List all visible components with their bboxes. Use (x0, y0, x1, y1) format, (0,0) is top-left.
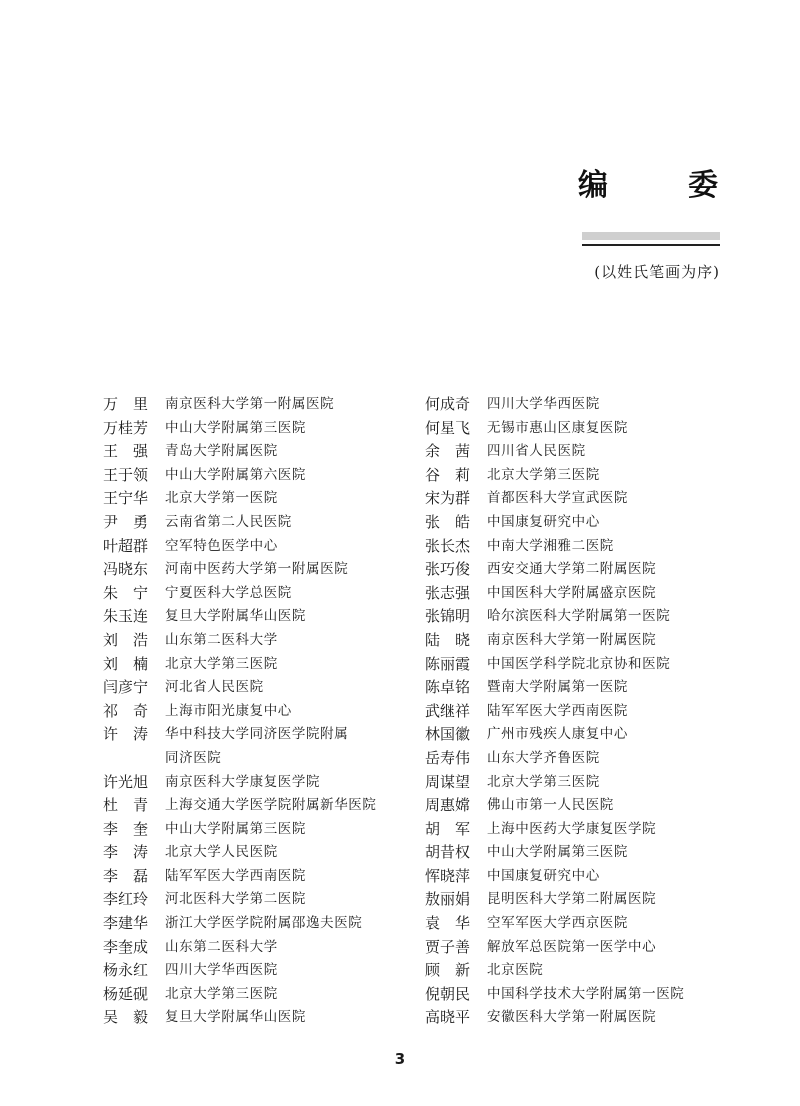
editor-affiliation (487, 629, 656, 653)
editor-entry (103, 440, 377, 464)
editor-name: 敖丽娟 (425, 890, 471, 909)
editor-entry (103, 535, 377, 559)
editor-entry (425, 676, 684, 700)
editor-name: 王于领 (103, 465, 149, 484)
editor-name: 恽晓萍 (425, 866, 471, 885)
editor-name: 刘 浩 (103, 630, 149, 649)
editor-name: 万桂芳 (103, 418, 149, 437)
editor-affiliation (165, 912, 362, 936)
editor-entry (103, 983, 377, 1007)
editor-name: 张锦明 (425, 607, 471, 626)
editor-entry (425, 771, 684, 795)
editor-affiliation (165, 487, 278, 511)
editor-name: 陆 晓 (425, 630, 471, 649)
editor-entry (425, 723, 684, 747)
editor-affiliation (487, 959, 543, 983)
editor-name: 许光旭 (103, 772, 149, 791)
editor-entry (425, 912, 684, 936)
editor-affiliation (487, 535, 614, 559)
affiliation-line: 北京大学第一医院 (165, 490, 278, 507)
editor-name: 谷 莉 (425, 465, 471, 484)
affiliation-line: 安徽医科大学第一附属医院 (487, 1009, 657, 1026)
editor-entry (103, 464, 377, 488)
editor-name: 杨延砚 (103, 984, 149, 1003)
editor-name: 何成奇 (425, 395, 471, 413)
editor-name: 陈卓铭 (425, 678, 471, 697)
editor-name: 李建华 (103, 914, 149, 933)
editor-name: 李奎成 (103, 937, 149, 956)
editor-name: 李 奎 (103, 819, 149, 838)
editor-name: 胡 军 (425, 819, 471, 838)
affiliation-line: 河北省人民医院 (165, 679, 264, 696)
affiliation-line: 陆军军医大学西南医院 (165, 867, 306, 884)
editor-name: 顾 新 (425, 961, 471, 980)
affiliation-line: 中山大学附属第三医院 (165, 820, 306, 837)
editor-name: 张长杰 (425, 536, 471, 555)
editor-entry (103, 912, 377, 936)
affiliation-line: 上海市阳光康复中心 (165, 702, 292, 719)
editor-name: 余 茜 (425, 442, 471, 461)
affiliation-line: 中国科学技术大学附属第一医院 (487, 985, 685, 1002)
editor-affiliation (487, 440, 586, 464)
affiliation-line: 华中科技大学同济医学院附属 (165, 726, 349, 743)
editor-affiliation (165, 511, 292, 535)
editor-entry (425, 794, 684, 818)
editor-entry (103, 393, 377, 417)
editor-affiliation (487, 700, 628, 724)
title-gray-bar (582, 232, 720, 240)
editor-entry (103, 653, 377, 677)
editor-entry (425, 747, 684, 771)
editor-entry (425, 582, 684, 606)
affiliation-line: 中国医学科学院北京协和医院 (487, 655, 671, 672)
editor-affiliation (165, 959, 278, 983)
editor-entry (425, 605, 684, 629)
editor-name: 李 涛 (103, 843, 149, 862)
editor-affiliation (487, 1006, 656, 1030)
editor-name: 张志强 (425, 583, 471, 602)
editor-entry (425, 865, 684, 889)
editor-list-right (425, 393, 684, 1030)
editor-name: 闫彦宁 (103, 678, 149, 697)
affiliation-line: 青岛大学附属医院 (165, 443, 278, 460)
editor-entry (103, 794, 377, 818)
editor-affiliation (487, 747, 600, 771)
editor-entry (425, 511, 684, 535)
editor-name: 朱 宁 (103, 583, 149, 602)
editor-entry (425, 393, 684, 417)
editor-entry (103, 629, 377, 653)
editor-name: 宋为群 (425, 489, 471, 508)
affiliation-line: 佛山市第一人民医院 (487, 797, 614, 814)
editor-name: 许 涛 (103, 725, 149, 744)
affiliation-line: 上海中医药大学康复医学院 (487, 820, 657, 837)
affiliation-line: 四川大学华西医院 (487, 396, 600, 412)
editor-entry (103, 417, 377, 441)
editor-entry (103, 676, 377, 700)
affiliation-line: 空军特色医学中心 (165, 537, 278, 554)
editor-affiliation (165, 417, 306, 441)
editor-entry (425, 700, 684, 724)
editor-name: 岳寿伟 (425, 748, 471, 767)
sort-order-note: (以姓氏笔画为序) (594, 263, 720, 281)
editor-name: 高晓平 (425, 1008, 471, 1027)
editor-entry (425, 487, 684, 511)
editor-name: 周谋望 (425, 772, 471, 791)
affiliation-line: 山东大学齐鲁医院 (487, 749, 600, 766)
affiliation-line: 北京大学第三医院 (165, 985, 278, 1002)
editor-name: 胡昔权 (425, 843, 471, 862)
editor-name: 武继祥 (425, 701, 471, 720)
editor-affiliation (165, 629, 278, 653)
editor-name: 李 磊 (103, 866, 149, 885)
editor-name: 李红玲 (103, 890, 149, 909)
affiliation-line: 中国医科大学附属盛京医院 (487, 584, 657, 601)
editor-affiliation (487, 912, 628, 936)
affiliation-line: 首都医科大学宣武医院 (487, 490, 628, 507)
editor-affiliation (487, 464, 600, 488)
editor-name: 张巧俊 (425, 560, 471, 579)
affiliation-line: 北京大学人民医院 (165, 844, 278, 861)
editor-affiliation (165, 605, 306, 629)
editor-entry (425, 440, 684, 464)
editor-entry (425, 983, 684, 1007)
editor-affiliation (487, 417, 628, 441)
editor-affiliation (165, 535, 278, 559)
affiliation-line: 无锡市惠山区康复医院 (487, 419, 628, 436)
editor-affiliation (165, 582, 292, 606)
editor-entry (103, 605, 377, 629)
affiliation-line: 中国康复研究中心 (487, 513, 600, 530)
affiliation-line: 西安交通大学第二附属医院 (487, 561, 657, 578)
editor-affiliation (487, 487, 628, 511)
page-number: 3 (394, 1050, 406, 1068)
affiliation-line: 四川省人民医院 (487, 443, 586, 460)
editor-name: 杜 青 (103, 796, 149, 815)
affiliation-line: 南京医科大学康复医学院 (165, 773, 321, 790)
editor-affiliation (487, 936, 656, 960)
editor-list-left (103, 393, 377, 1030)
editor-name: 叶超群 (103, 536, 149, 555)
affiliation-line: 上海交通大学医学院附属新华医院 (165, 797, 377, 814)
affiliation-line: 北京医院 (487, 962, 544, 979)
affiliation-line: 中国康复研究中心 (487, 867, 600, 884)
editor-entry (103, 1006, 377, 1030)
affiliation-line: 哈尔滨医科大学附属第一医院 (487, 608, 671, 625)
editor-affiliation (165, 676, 264, 700)
editor-name: 林国徽 (425, 725, 471, 744)
editor-entry (425, 535, 684, 559)
editor-affiliation (165, 1006, 306, 1030)
editor-affiliation (165, 888, 306, 912)
affiliation-line: 中南大学湘雅二医院 (487, 537, 614, 554)
editor-name: 王宁华 (103, 489, 149, 508)
editor-name: 祁 奇 (103, 701, 149, 720)
editor-entry (103, 487, 377, 511)
editor-entry (103, 888, 377, 912)
editor-affiliation (165, 700, 292, 724)
editor-name: 刘 楠 (103, 654, 149, 673)
editor-entry (103, 582, 377, 606)
editor-entry (103, 558, 377, 582)
editor-entry (425, 558, 684, 582)
affiliation-line: 中山大学附属第六医院 (165, 466, 306, 483)
affiliation-line: 四川大学华西医院 (165, 962, 278, 979)
affiliation-line: 北京大学第三医院 (165, 655, 278, 672)
editor-affiliation (487, 818, 656, 842)
affiliation-line: 暨南大学附属第一医院 (487, 679, 628, 696)
editor-affiliation (165, 841, 278, 865)
page-title-char-1: 编 (578, 168, 608, 203)
editor-affiliation (487, 865, 600, 889)
editor-affiliation (487, 771, 600, 795)
editor-name: 万 里 (103, 395, 149, 413)
editor-affiliation (165, 936, 278, 960)
affiliation-line: 空军军医大学西京医院 (487, 915, 628, 932)
editor-entry (425, 417, 684, 441)
editor-affiliation (487, 676, 628, 700)
affiliation-line: 河北医科大学第二医院 (165, 891, 306, 908)
editor-affiliation (487, 653, 670, 677)
editor-entry (425, 841, 684, 865)
affiliation-line: 北京大学第三医院 (487, 466, 600, 483)
editor-entry (103, 936, 377, 960)
editor-entry (103, 818, 377, 842)
editor-entry (425, 888, 684, 912)
affiliation-line: 山东第二医科大学 (165, 631, 278, 648)
affiliation-line: 云南省第二人民医院 (165, 513, 292, 530)
page-title (578, 168, 718, 204)
editor-name: 贾子善 (425, 937, 471, 956)
editor-affiliation (165, 723, 348, 770)
editor-affiliation (165, 558, 348, 582)
editor-name: 王 强 (103, 442, 149, 461)
editor-name: 倪朝民 (425, 984, 471, 1003)
editor-entry (103, 723, 377, 770)
editor-entry (425, 629, 684, 653)
editor-name: 何星飞 (425, 418, 471, 437)
affiliation-line: 陆军军医大学西南医院 (487, 702, 628, 719)
affiliation-line: 南京医科大学第一附属医院 (487, 631, 657, 648)
affiliation-line: 河南中医药大学第一附属医院 (165, 561, 349, 578)
affiliation-line: 山东第二医科大学 (165, 938, 278, 955)
editor-affiliation (487, 841, 628, 865)
editor-entry (425, 1006, 684, 1030)
editor-affiliation (487, 605, 670, 629)
affiliation-line: 复旦大学附属华山医院 (165, 608, 306, 625)
affiliation-line: 中山大学附属第三医院 (165, 419, 306, 436)
editor-entry (103, 865, 377, 889)
editor-affiliation (487, 794, 614, 818)
affiliation-line: 解放军总医院第一医学中心 (487, 938, 657, 955)
editor-entry (425, 653, 684, 677)
editor-affiliation (165, 464, 306, 488)
editor-affiliation (487, 393, 600, 417)
editor-affiliation (165, 983, 278, 1007)
editor-affiliation (487, 511, 600, 535)
editor-name: 张 皓 (425, 512, 471, 531)
editor-affiliation (487, 582, 656, 606)
editor-entry (103, 700, 377, 724)
editor-name: 冯晓东 (103, 560, 149, 579)
editor-entry (103, 841, 377, 865)
editor-entry (425, 936, 684, 960)
editor-affiliation (487, 983, 684, 1007)
editor-entry (425, 818, 684, 842)
title-rule (582, 244, 720, 246)
editor-affiliation (487, 723, 628, 747)
editor-affiliation (165, 393, 334, 417)
affiliation-line: 昆明医科大学第二附属医院 (487, 891, 657, 908)
editor-affiliation (165, 818, 306, 842)
editor-affiliation (165, 653, 278, 677)
affiliation-line: 中山大学附属第三医院 (487, 844, 628, 861)
editor-name: 朱玉连 (103, 607, 149, 626)
editor-name: 杨永红 (103, 961, 149, 980)
editor-affiliation (487, 558, 656, 582)
page-title-char-2: 委 (688, 168, 718, 203)
editor-affiliation (165, 794, 377, 818)
affiliation-line: 北京大学第三医院 (487, 773, 600, 790)
editor-entry (103, 959, 377, 983)
editor-affiliation (487, 888, 656, 912)
editor-name: 袁 华 (425, 914, 471, 933)
editor-name: 陈丽霞 (425, 654, 471, 673)
editor-entry (425, 464, 684, 488)
affiliation-line: 浙江大学医学院附属邵逸夫医院 (165, 915, 363, 932)
editor-affiliation (165, 865, 306, 889)
affiliation-line: 同济医院 (165, 749, 222, 766)
editor-entry (103, 511, 377, 535)
affiliation-line: 复旦大学附属华山医院 (165, 1009, 306, 1026)
editor-entry (103, 771, 377, 795)
editor-name: 周惠嫦 (425, 796, 471, 815)
editor-affiliation (165, 771, 320, 795)
affiliation-line: 南京医科大学第一附属医院 (165, 396, 335, 412)
editor-name: 尹 勇 (103, 512, 149, 531)
editor-entry (425, 959, 684, 983)
editor-name: 吴 毅 (103, 1008, 149, 1027)
editor-affiliation (165, 440, 278, 464)
affiliation-line: 广州市残疾人康复中心 (487, 726, 628, 743)
affiliation-line: 宁夏医科大学总医院 (165, 584, 292, 601)
